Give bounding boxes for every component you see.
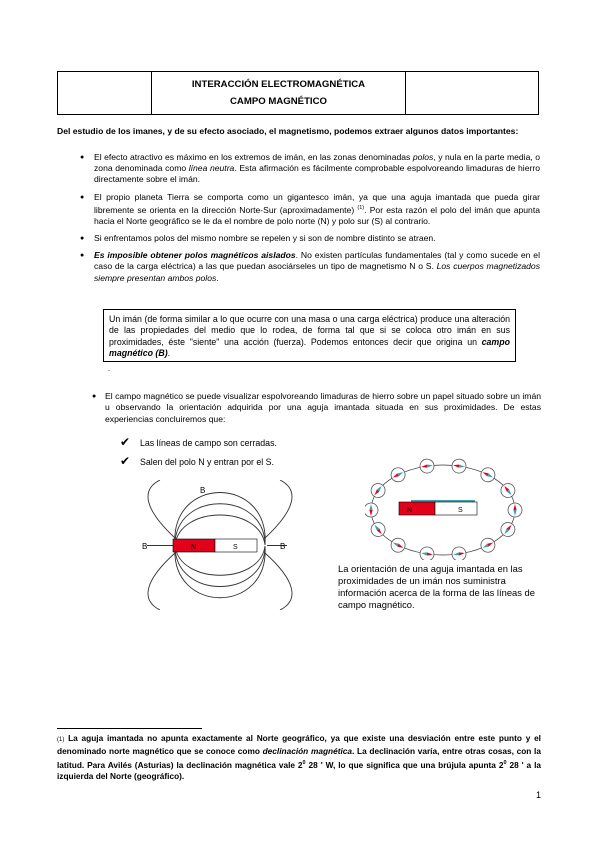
compass-needle — [419, 546, 435, 560]
check-item-closed-lines: ✔ Las líneas de campo son cerradas. — [120, 435, 277, 449]
compass-needles-figure — [365, 445, 525, 560]
list-item-monopoles: ● Es imposible obtener polos magnéticos aislados. No existen partículas fundamentales (tal y como sucede en el caso de la carga eléctrica) a las que puedan asociárseles un tipo de magnetismo N o S. Los cuerpos magnetizados siempre presentan ambos polos. — [80, 250, 540, 284]
intro-paragraph: Del estudio de los imanes, y de su efecto asociado, el magnetismo, podemos extraer algunos datos importantes: — [57, 126, 519, 136]
compass-needle — [365, 503, 378, 517]
header-cell-title — [152, 72, 406, 115]
term-campo-magnetico: campo magnético (B) — [109, 336, 510, 359]
page-number: 1 — [536, 790, 542, 800]
footnote-marker: (1) — [57, 737, 65, 743]
list-item-poles: ● El efecto atractivo es máximo en los extremos de imán, en las zonas denominadas polos, y nula en la parte media, o zona denominada como línea neutra. Esta afirmación es fácilmente comprobable espolvoreando limaduras de hierro directamente sobre el imán. — [80, 152, 540, 186]
label-b-left: B — [142, 542, 148, 551]
degree-mark: 0 — [503, 759, 507, 766]
header-title-line2: CAMPO MAGNÉTICO — [229, 96, 327, 107]
compass-needle — [451, 458, 467, 474]
degree-mark: 0 — [302, 759, 306, 766]
check-item-n-to-s: ✔ Salen del polo N y entran por el S. — [120, 454, 274, 468]
compass-needle — [479, 536, 498, 555]
check-icon: ✔ — [120, 435, 131, 449]
footnote-separator — [57, 728, 202, 729]
list-item-repulsion: ● Si enfrentamos polos del mismo nombre se repelen y si son de nombre distinto se atraen. — [80, 233, 540, 244]
compass-needle — [389, 536, 408, 555]
term-declinacion: declinación magnética — [262, 746, 352, 757]
label-s: S — [233, 544, 238, 551]
magnet-south-pole — [435, 502, 477, 515]
magnet-north-pole — [399, 502, 435, 515]
compass-needle — [508, 503, 522, 517]
footnote: (1) La aguja imantada no apunta exactamente al Norte geográfico, ya que existe una desviación entre este punto y el denominado norte magnético que se conoce como declinación magnética. La declinación varía, entre otras cosas, con la latitud. Para Avilés (Asturias) la declinación magnética vale $2^0$ 28 ' W, lo que significa que una brújula apunta $2^0$ 28 ' a la izquierda del Norte (geográfico). — [57, 733, 541, 781]
compass-needle — [419, 458, 435, 474]
header-cell-left — [58, 72, 152, 115]
compass-needle — [479, 465, 498, 484]
list-item-earth: ● El propio planeta Tierra se comporta como un gigantesco imán, ya que una aguja imantada que pueda girar libremente se orienta en la dirección Norte-Sur (aproximadamente) $^{(1)}$. Por esta razón el polo del imán que apunta hacia el Norte geográfico se le da el nombre de polo norte (N) y polo sur (S) al contrario. — [80, 192, 540, 227]
header-table — [57, 71, 539, 115]
label-n: N — [407, 507, 413, 514]
term-polos: polos — [412, 152, 434, 162]
figure-caption: La orientación de una aguja imantada en las proximidades de un imán nos suministra información acerca de la forma de las líneas de campo magnético. — [338, 563, 535, 610]
list-item-visualize: ● El campo magnético se puede visualizar espolvoreando limaduras de hierro sobre un papel situado sobre un imán u observando la orientación adquirida por una aguja imantada situada en sus proximidades. De estas experiencias concluiremos que: — [92, 391, 541, 425]
label-b-right: B — [280, 542, 286, 551]
compass-needle — [389, 465, 408, 484]
footnote-ref: (1) — [357, 204, 365, 211]
check-icon: ✔ — [120, 454, 131, 468]
label-n: N — [191, 544, 197, 551]
header-cell-right — [406, 72, 539, 115]
stray-dot: . — [108, 364, 111, 373]
compass-needle — [451, 546, 467, 560]
term-monopoles: Es imposible obtener polos magnéticos aislados — [94, 250, 296, 261]
term-both-poles: Los cuerpos magnetizados siempre presentan ambos polos — [94, 261, 541, 283]
magnet-field-lines-figure — [135, 480, 300, 610]
property-list — [80, 152, 540, 290]
term-linea-neutra: línea neutra — [188, 163, 235, 174]
label-s: S — [458, 507, 463, 514]
definition-box: Un imán (de forma similar a lo que ocurre con una masa o una carga eléctrica) produce una alteración de las propiedades del medio que lo rodea, de forma tal que si se coloca otro imán en sus proximidades, éste "siente" una acción (fuerza). Podemos entonces decir que origina un campo magnético (B). — [103, 309, 516, 362]
label-b-top: B — [200, 486, 206, 495]
header-title-line1: INTERACCIÓN ELECTROMAGNÉTICA — [191, 79, 366, 90]
